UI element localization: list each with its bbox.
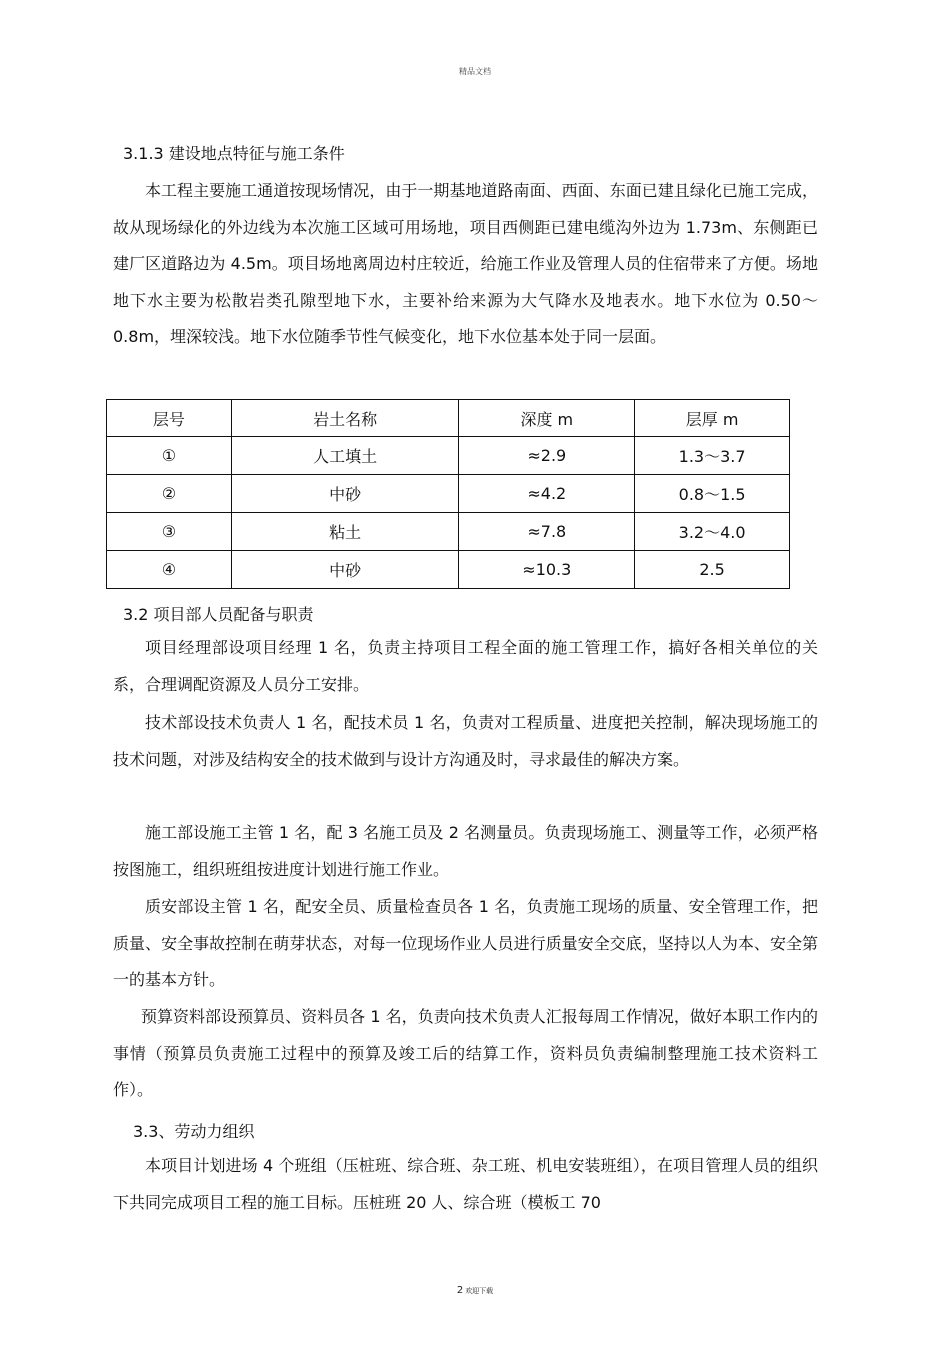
cell-thickness: 2.5 bbox=[635, 551, 790, 589]
section-heading-3-1-3: 3.1.3 建设地点特征与施工条件 bbox=[123, 144, 345, 163]
header-depth: 深度 m bbox=[459, 400, 635, 437]
paragraph-site-conditions: 本工程主要施工通道按现场情况，由于一期基地道路南面、西面、东面已建且绿化已施工完成，故从现场绿化的外边线为本次施工区域可用场地，项目西侧距已建电缆沟外边为 1.73m、东侧距已建厂区道路边为 4.5m。项目场地离周边村庄较近，给施工作业及管理人员的住宿带来了方便。场地地下水主要为松散岩类孔隙型地下水，主要补给来源为大气降水及地表水。地下水位为 0.50～0.8m，埋深较浅。地下水位随季节性气候变化，地下水位基本处于同一层面。 bbox=[113, 181, 818, 346]
cell-layer-no: ③ bbox=[107, 513, 232, 551]
cell-layer-no: ① bbox=[107, 437, 232, 475]
table-header-row bbox=[107, 400, 790, 437]
paragraph-project-manager: 项目经理部设项目经理 1 名，负责主持项目工程全面的施工管理工作，搞好各相关单位的关系，合理调配资源及人员分工安排。 bbox=[113, 638, 818, 694]
header-thickness: 层厚 m bbox=[635, 400, 790, 437]
paragraph-technical-dept: 技术部设技术负责人 1 名，配技术员 1 名，负责对工程质量、进度把关控制，解决现场施工的技术问题，对涉及结构安全的技术做到与设计方沟通及时，寻求最佳的解决方案。 bbox=[113, 713, 818, 769]
cell-soil-name: 中砂 bbox=[231, 551, 459, 589]
footer-watermark: 欢迎下载 bbox=[465, 1287, 494, 1295]
page-footer bbox=[0, 1285, 950, 1296]
cell-depth: ≈10.3 bbox=[459, 551, 635, 589]
section-heading-3-2: 3.2 项目部人员配备与职责 bbox=[123, 605, 314, 624]
cell-thickness: 1.3～3.7 bbox=[635, 437, 790, 475]
cell-layer-no: ④ bbox=[107, 551, 232, 589]
header-soil-name: 岩土名称 bbox=[231, 400, 459, 437]
page-number: 2 bbox=[456, 1285, 464, 1296]
paragraph-budget-dept: 预算资料部设预算员、资料员各 1 名，负责向技术负责人汇报每周工作情况，做好本职工作内的事情（预算员负责施工过程中的预算及竣工后的结算工作，资料员负责编制整理施工技术资料工作）。 bbox=[113, 1007, 818, 1099]
header-watermark: 精品文档 bbox=[459, 67, 491, 76]
paragraph-construction-dept: 施工部设施工主管 1 名，配 3 名施工员及 2 名测量员。负责现场施工、测量等工作，必须严格按图施工，组织班组按进度计划进行施工作业。 bbox=[113, 823, 818, 879]
table-row bbox=[107, 437, 790, 475]
cell-soil-name: 中砂 bbox=[231, 475, 459, 513]
section-heading-3-3: 3.3、劳动力组织 bbox=[133, 1122, 255, 1141]
cell-thickness: 3.2～4.0 bbox=[635, 513, 790, 551]
cell-thickness: 0.8～1.5 bbox=[635, 475, 790, 513]
cell-depth: ≈2.9 bbox=[459, 437, 635, 475]
table-row bbox=[107, 551, 790, 589]
cell-layer-no: ② bbox=[107, 475, 232, 513]
paragraph-quality-safety-dept: 质安部设主管 1 名，配安全员、质量检查员各 1 名，负责施工现场的质量、安全管理工作，把质量、安全事故控制在萌芽状态，对每一位现场作业人员进行质量安全交底，坚持以人为本、安全第一的基本方针。 bbox=[113, 897, 818, 989]
table-row bbox=[107, 475, 790, 513]
cell-soil-name: 人工填土 bbox=[231, 437, 459, 475]
table-row bbox=[107, 513, 790, 551]
header-layer-no: 层号 bbox=[107, 400, 232, 437]
paragraph-labor-organization: 本项目计划进场 4 个班组（压桩班、综合班、杂工班、机电安装班组），在项目管理人员的组织下共同完成项目工程的施工目标。压桩班 20 人、综合班（模板工 70 bbox=[113, 1156, 818, 1212]
soil-layer-table bbox=[106, 399, 790, 589]
cell-depth: ≈7.8 bbox=[459, 513, 635, 551]
cell-soil-name: 粘土 bbox=[231, 513, 459, 551]
cell-depth: ≈4.2 bbox=[459, 475, 635, 513]
